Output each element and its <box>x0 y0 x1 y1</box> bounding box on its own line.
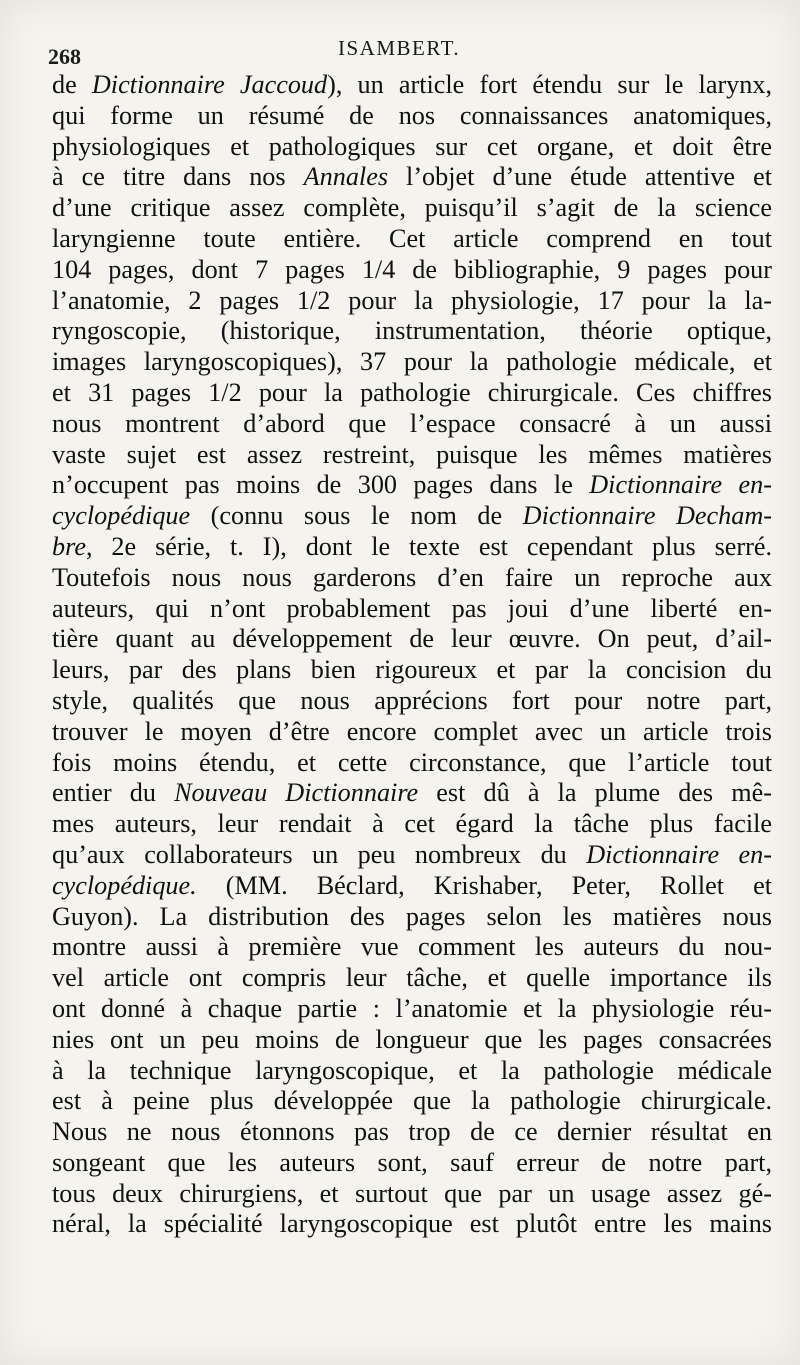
text-segment: nies ont un peu moins de longueur que les pages consacrées <box>52 1024 772 1054</box>
text-line <box>52 840 772 871</box>
text-line <box>52 902 772 933</box>
text-segment: tous deux chirurgiens, et surtout que par un usage assez gé- <box>52 1178 772 1208</box>
italic-text: Dictionnaire Decham- <box>522 501 772 531</box>
text-line <box>52 686 772 717</box>
text-segment: d’une critique assez complète, puisqu’il s’agit de la science <box>52 193 772 223</box>
text-segment: qu’aux collaborateurs un peu nombreux du <box>52 839 587 869</box>
text-line <box>52 594 772 625</box>
text-segment: laryngienne toute entière. Cet article comprend en tout <box>52 223 772 253</box>
italic-text: Nouveau Dictionnaire <box>174 778 419 808</box>
text-segment: qui forme un résumé de nos connaissances anatomiques, <box>52 100 772 130</box>
text-line <box>52 224 772 255</box>
text-line <box>52 748 772 779</box>
text-line <box>52 1179 772 1210</box>
text-segment: vel article ont compris leur tâche, et quelle importance ils <box>52 963 772 993</box>
text-line <box>52 809 772 840</box>
text-line <box>52 994 772 1025</box>
text-line <box>52 1148 772 1179</box>
text-segment: montre aussi à première vue comment les auteurs du nou- <box>52 932 772 962</box>
text-segment: mes auteurs, leur rendait à cet égard la tâche plus facile <box>52 809 772 839</box>
text-line <box>52 1056 772 1087</box>
text-segment: tière quant au développement de leur œuvre. On peut, d’ail- <box>52 624 772 654</box>
text-segment: (connu sous le nom de <box>190 501 523 531</box>
text-line <box>52 717 772 748</box>
text-line <box>52 162 772 193</box>
text-segment: et 31 pages 1/2 pour la pathologie chirurgicale. Ces chiffres <box>52 377 772 407</box>
text-segment: ont donné à chaque partie : l’anatomie et la physiologie réu- <box>52 993 772 1023</box>
text-line <box>52 778 772 809</box>
text-segment: , 2e série, t. I), dont le texte est cependant plus serré. <box>85 531 772 561</box>
text-line <box>52 286 772 317</box>
italic-text: cyclopédique <box>52 501 191 531</box>
text-segment: est à peine plus développée que la pathologie chirurgicale. <box>52 1086 772 1116</box>
text-line <box>52 1025 772 1056</box>
text-line <box>52 470 772 501</box>
text-segment: Guyon). La distribution des pages selon les matières nous <box>52 901 772 931</box>
text-line <box>52 255 772 286</box>
text-segment: ryngoscopie, (historique, instrumentation, théorie optique, <box>52 316 772 346</box>
text-segment: physiologiques et pathologiques sur cet organe, et doit être <box>52 131 772 161</box>
text-line <box>52 132 772 163</box>
italic-text: Annales <box>303 162 389 192</box>
text-segment: Nous ne nous étonnons pas trop de ce dernier résultat en <box>52 1117 772 1147</box>
text-line <box>52 963 772 994</box>
page-number: 268 <box>48 44 81 69</box>
text-line <box>52 193 772 224</box>
text-segment: entier du <box>52 778 175 808</box>
text-segment: songeant que les auteurs sont, sauf erreur de notre part, <box>52 1147 772 1177</box>
italic-text: Dictionnaire en- <box>589 470 772 500</box>
text-segment: ), un article fort étendu sur le larynx, <box>327 70 772 99</box>
text-line <box>52 101 772 132</box>
italic-text: bre <box>52 531 86 561</box>
text-segment: à ce titre dans nos <box>52 162 304 192</box>
text-line <box>52 378 772 409</box>
text-line <box>52 532 772 563</box>
text-line <box>52 501 772 532</box>
text-line <box>52 563 772 594</box>
italic-text: cyclopédique. <box>52 870 197 900</box>
text-segment: style, qualités que nous apprécions fort pour notre part, <box>52 685 772 715</box>
text-line <box>52 624 772 655</box>
text-line <box>52 347 772 378</box>
text-line <box>52 1086 772 1117</box>
text-segment: néral, la spécialité laryngoscopique est plutôt entre les mains <box>52 1209 772 1239</box>
text-segment: images laryngoscopiques), 37 pour la pathologie médicale, et <box>52 347 772 377</box>
text-segment: l’anatomie, 2 pages 1/2 pour la physiologie, 17 pour la la- <box>52 285 772 315</box>
text-segment: fois moins étendu, et cette circonstance, que l’article tout <box>52 747 772 777</box>
text-segment: n’occupent pas moins de 300 pages dans le <box>52 470 590 500</box>
text-line <box>52 316 772 347</box>
text-line <box>52 70 772 101</box>
text-segment: trouver le moyen d’être encore complet avec un article trois <box>52 716 772 746</box>
text-line <box>52 655 772 686</box>
text-segment: de <box>52 70 92 99</box>
text-line <box>52 1117 772 1148</box>
text-line <box>52 440 772 471</box>
running-head: ISAMBERT. <box>338 36 461 60</box>
text-segment: leurs, par des plans bien rigoureux et par la concision du <box>52 655 772 685</box>
text-segment: Toutefois nous nous garderons d’en faire un reproche aux <box>52 562 772 592</box>
text-line <box>52 1209 772 1240</box>
text-segment: est dû à la plume des mê- <box>418 778 772 808</box>
body-text <box>52 70 772 1240</box>
italic-text: Dictionnaire en- <box>586 839 772 869</box>
text-line <box>52 409 772 440</box>
text-segment: nous montrent d’abord que l’espace consacré à un aussi <box>52 408 772 438</box>
text-segment: 104 pages, dont 7 pages 1/4 de bibliographie, 9 pages pour <box>52 254 772 284</box>
text-segment: (MM. Béclard, Krishaber, Peter, Rollet et <box>196 870 772 900</box>
italic-text: Dictionnaire Jaccoud <box>91 70 328 99</box>
text-segment: l’objet d’une étude attentive et <box>388 162 772 192</box>
text-segment: à la technique laryngoscopique, et la pathologie médicale <box>52 1055 772 1085</box>
text-line <box>52 932 772 963</box>
text-segment: vaste sujet est assez restreint, puisque les mêmes matières <box>52 439 772 469</box>
text-segment: auteurs, qui n’ont probablement pas joui d’une liberté en- <box>52 593 772 623</box>
text-line <box>52 871 772 902</box>
